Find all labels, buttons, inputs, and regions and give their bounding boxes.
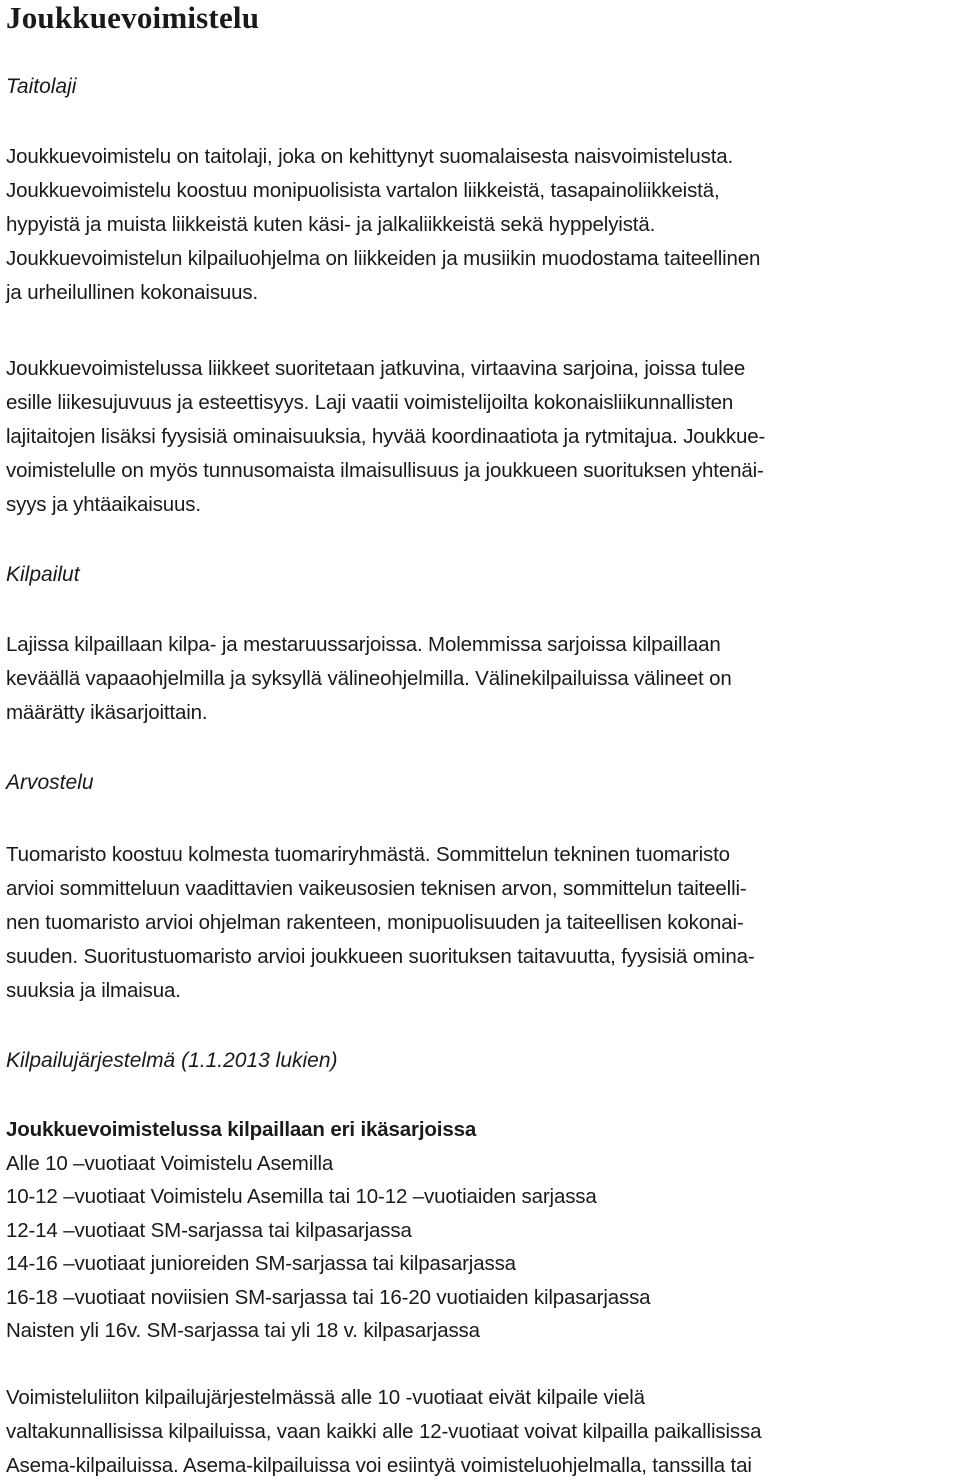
paragraph-arvostelu: [6, 838, 956, 1008]
list-item: Alle 10 –vuotiaat Voimistelu Asemilla: [6, 1151, 334, 1175]
text-line: ja urheilullinen kokonaisuus.: [6, 281, 259, 304]
text-line: lajitaitojen lisäksi fyysisiä ominaisuuksia, hyvää koordinaatiota ja rytmitajua. Joukkue-: [6, 425, 766, 448]
section-heading-taitolaji: Taitolaji: [6, 75, 77, 98]
list-item: 14-16 –vuotiaat junioreiden SM-sarjassa tai kilpasarjassa: [6, 1252, 516, 1275]
text-line: nen tuomaristo arvioi ohjelman rakenteen, monipuolisuuden ja taiteellisen kokonai-: [6, 911, 744, 934]
paragraph-kilpailujarjestelma: [6, 1381, 956, 1483]
list-title: Joukkuevoimistelussa kilpaillaan eri ikäsarjoissa: [6, 1118, 477, 1141]
text-line: syys ja yhtäaikaisuus.: [6, 493, 201, 516]
section-heading-arvostelu: Arvostelu: [6, 771, 94, 794]
text-line: keväällä vapaaohjelmilla ja syksyllä välineohjelmilla. Välinekilpailuissa välineet on: [6, 667, 732, 690]
text-line: hypyistä ja muista liikkeistä kuten käsi- ja jalkaliikkeistä sekä hyppelyistä.: [6, 213, 656, 236]
list-item: 16-18 –vuotiaat noviisien SM-sarjassa tai 16-20 vuotiaiden kilpasarjassa: [6, 1285, 651, 1309]
text-line: suuksia ja ilmaisua.: [6, 979, 181, 1002]
list-item: Naisten yli 16v. SM-sarjassa tai yli 18 v. kilpasarjassa: [6, 1319, 480, 1342]
paragraph-taitolaji-1: [6, 140, 956, 310]
text-line: esille liikesujuvuus ja esteettisyys. Laji vaatii voimistelijoilta kokonaisliikunnallisten: [6, 391, 734, 414]
text-line: voimistelulle on myös tunnusomaista ilmaisullisuus ja joukkueen suorituksen yhtenäi-: [6, 459, 764, 482]
paragraph-kilpailut: [6, 628, 956, 730]
text-line: Lajissa kilpaillaan kilpa- ja mestaruussarjoissa. Molemmissa sarjoissa kilpaillaan: [6, 633, 721, 656]
text-line: Tuomaristo koostuu kolmesta tuomariryhmästä. Sommittelun tekninen tuomaristo: [6, 843, 730, 866]
text-line: valtakunnallisissa kilpailuissa, vaan kaikki alle 12-vuotiaat voivat kilpailla paikallisissa: [6, 1420, 762, 1443]
list-item: 12-14 –vuotiaat SM-sarjassa tai kilpasarjassa: [6, 1218, 412, 1242]
paragraph-taitolaji-2: [6, 352, 956, 522]
text-line: Asema-kilpailuissa. Asema-kilpailuissa voi esiintyä voimisteluohjelmalla, tanssilla tai: [6, 1454, 752, 1477]
age-category-list: [6, 1113, 956, 1348]
text-line: Joukkuevoimistelu on taitolaji, joka on kehittynyt suomalaisesta naisvoimistelusta.: [6, 145, 734, 168]
section-heading-kilpailut: Kilpailut: [6, 563, 80, 586]
text-line: Voimisteluliiton kilpailujärjestelmässä alle 10 -vuotiaat eivät kilpaile vielä: [6, 1386, 645, 1409]
text-line: Joukkuevoimistelussa liikkeet suoritetaan jatkuvina, virtaavina sarjoina, joissa tulee: [6, 357, 746, 380]
section-heading-kilpailujarjestelma: Kilpailujärjestelmä (1.1.2013 lukien): [6, 1049, 338, 1072]
text-line: Joukkuevoimistelun kilpailuohjelma on liikkeiden ja musiikin muodostama taiteellinen: [6, 247, 761, 270]
text-line: Joukkuevoimistelu koostuu monipuolisista vartalon liikkeistä, tasapainoliikkeistä,: [6, 179, 720, 202]
list-item: 10-12 –vuotiaat Voimistelu Asemilla tai 10-12 –vuotiaiden sarjassa: [6, 1185, 597, 1208]
text-line: määrätty ikäsarjoittain.: [6, 701, 208, 724]
text-line: suuden. Suoritustuomaristo arvioi joukkueen suorituksen taitavuutta, fyysisiä omina-: [6, 945, 755, 968]
text-line: arvioi sommitteluun vaadittavien vaikeusosien teknisen arvon, sommittelun taiteelli-: [6, 877, 747, 900]
page-title: Joukkuevoimistelu: [6, 0, 260, 35]
